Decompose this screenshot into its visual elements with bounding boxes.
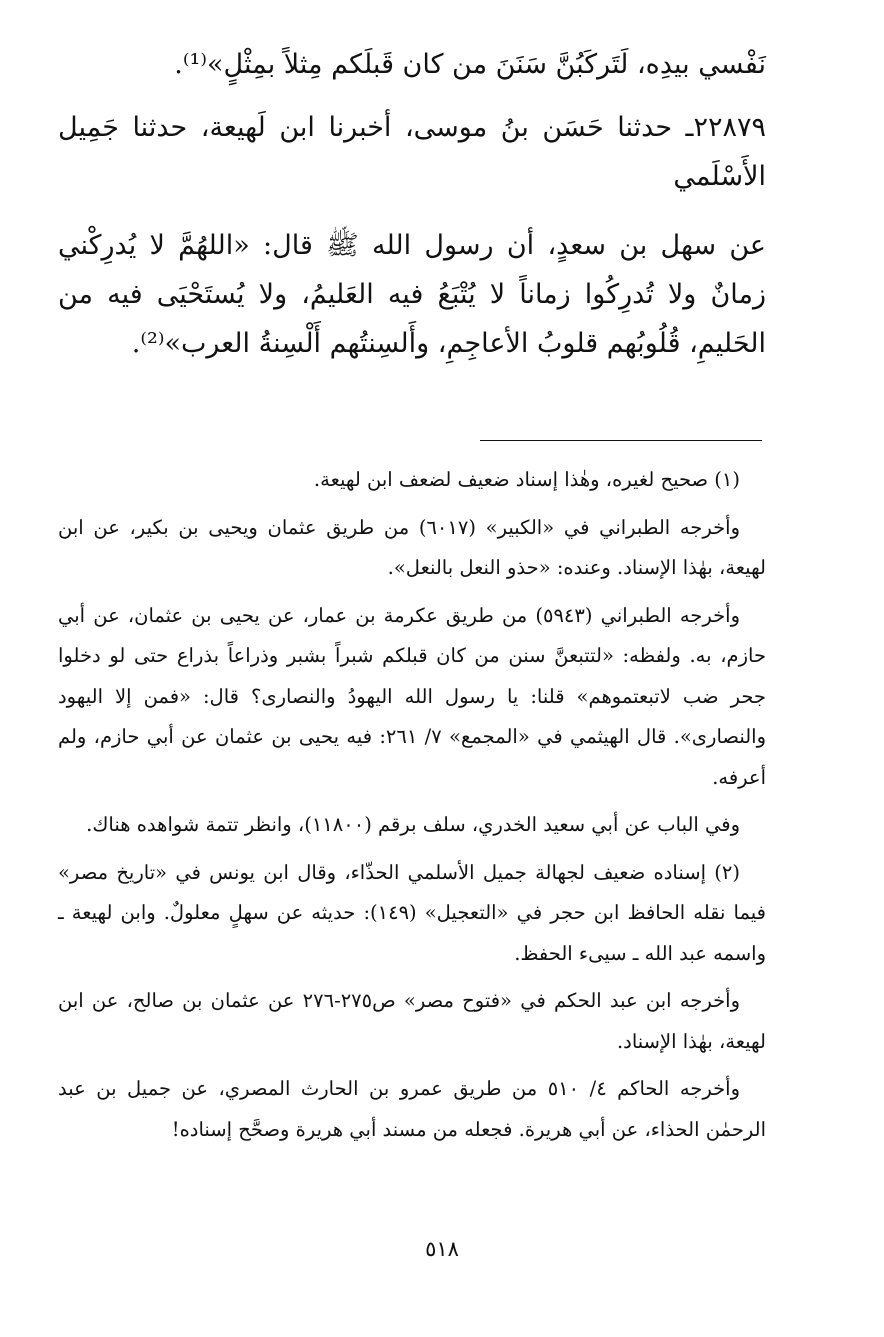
hadith-continuation: نَفْسي بيدِه، لَتَركَبُنَّ سَنَنَ من كان قَبلَكم مِثلاً بمِثْلٍ»⁽¹⁾. bbox=[174, 49, 766, 80]
footnote-2: (٢) إسناده ضعيف لجهالة جميل الأسلمي الحذّاء، وقال ابن يونس في «تاريخ مصر» فيما نقله الحافظ ابن حجر في «التعجيل» (١٤٩): حديثه عن سهلٍ معلولٌ. وابن لهيعة ـ واسمه عبد الله ـ سيىء الحفظ. bbox=[58, 860, 766, 965]
footnotes bbox=[58, 460, 766, 1157]
footnote-paragraph: وأخرجه الطبراني (٥٩٤٣) من طريق عكرمة بن عمار، عن يحيى بن عثمان، عن أبي حازم، به. ولفظه: «لتتبعنَّ سنن من كان قبلكم شبراً بشبر وذراعاً بذراع حتى لو دخلوا جحر ضب لاتبعتموهم» قلنا: يا رسول الله اليهودُ والنصارى؟ قال: «فمن إلا اليهود والنصارى». قال الهيثمي في «المجمع» ٧/ ٢٦١: فيه يحيى بن عثمان عن أبي حازم، ولم أعرفه. bbox=[58, 603, 766, 789]
hadith-isnad: ٢٢٨٧٩ـ حدثنا حَسَن بنُ موسى، أخبرنا ابن لَهيعة، حدثنا جَمِيل الأَسْلَمي bbox=[58, 112, 766, 192]
footnote-divider bbox=[480, 440, 762, 441]
footnote-paragraph: وأخرجه ابن عبد الحكم في «فتوح مصر» ص٢٧٥-٢٧٦ عن عثمان بن صالح، عن ابن لهيعة، بهٰذا الإسناد. bbox=[58, 989, 766, 1053]
hadith-matn: عن سهل بن سعدٍ، أن رسول الله ﷺ قال: «اللهُمَّ لا يُدرِكْني زمانٌ ولا تُدرِكُوا زماناً لا يُتْبَعُ فيه العَليمُ، ولا يُستَحْيَى فيه من الحَليمِ، قُلُوبُهم قلوبُ الأعاجِمِ، وأَلسِنتُهم أَلْسِنةُ العرب»⁽²⁾. bbox=[58, 230, 766, 359]
footnote-1: (١) صحيح لغيره، وهٰذا إسناد ضعيف لضعف ابن لهيعة. bbox=[313, 468, 740, 491]
main-text bbox=[58, 40, 766, 368]
page-number: ٥١٨ bbox=[425, 1237, 459, 1261]
footnote-paragraph: وأخرجه الطبراني في «الكبير» (٦٠١٧) من طريق عثمان ويحيى بن بكير، عن ابن لهيعة، بهٰذا الإسناد. وعنده: «حذو النعل بالنعل». bbox=[58, 515, 766, 579]
footnote-paragraph: وفي الباب عن أبي سعيد الخدري، سلف برقم (١١٨٠٠)، وانظر تتمة شواهده هناك. bbox=[86, 813, 740, 836]
footnote-paragraph: وأخرجه الحاكم ٤/ ٥١٠ من طريق عمرو بن الحارث المصري، عن جميل بن عبد الرحمٰن الحذاء، عن أبي هريرة. فجعله من مسند أبي هريرة وصحَّح إسناده! bbox=[58, 1077, 766, 1141]
